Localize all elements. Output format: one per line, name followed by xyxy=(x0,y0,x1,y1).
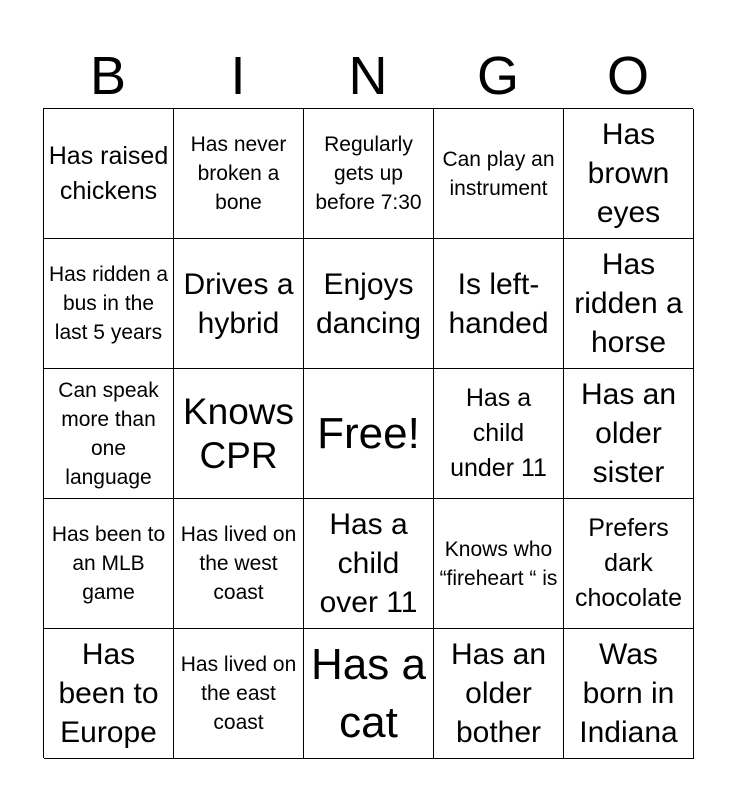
cell-text: Enjoys dancing xyxy=(315,267,422,340)
cell-text: Can play an instrument xyxy=(442,147,555,200)
cell-text: Was born in Indiana xyxy=(579,638,678,749)
bingo-cell[interactable] xyxy=(434,629,564,759)
cell-text: Can speak more than one language xyxy=(58,378,159,489)
cell-text: Prefers dark chocolate xyxy=(574,514,683,612)
cell-text: Has ridden a bus in the last 5 years xyxy=(48,263,169,344)
cell-text: Has never broken a bone xyxy=(190,133,287,214)
cell-text: Has an older bother xyxy=(450,638,547,749)
cell-text: Knows who “fireheart “ is xyxy=(439,537,558,590)
bingo-cell[interactable] xyxy=(304,629,434,759)
cell-text: Has ridden a horse xyxy=(574,248,683,359)
bingo-cell[interactable] xyxy=(564,109,694,239)
bingo-cell[interactable] xyxy=(304,499,434,629)
bingo-cell[interactable] xyxy=(44,629,174,759)
bingo-cell[interactable] xyxy=(44,369,174,499)
bingo-cell[interactable] xyxy=(434,239,564,369)
bingo-cell[interactable] xyxy=(434,109,564,239)
cell-text: Has lived on the west coast xyxy=(180,523,297,604)
bingo-cell[interactable] xyxy=(304,239,434,369)
header-letter-b: B xyxy=(89,46,127,106)
header-letter-g: G xyxy=(476,46,519,106)
bingo-cell[interactable] xyxy=(564,629,694,759)
cell-text: Regularly gets up before 7:30 xyxy=(315,133,422,214)
bingo-cell[interactable] xyxy=(174,499,304,629)
bingo-cell[interactable] xyxy=(434,369,564,499)
cell-text: Has an older sister xyxy=(580,378,677,489)
cell-text: Has been to Europe xyxy=(58,638,159,749)
bingo-cell[interactable] xyxy=(564,369,694,499)
bingo-header xyxy=(43,44,693,108)
header-letter-n: N xyxy=(348,46,388,106)
bingo-cell[interactable] xyxy=(44,499,174,629)
bingo-cell[interactable] xyxy=(304,109,434,239)
cell-text: Has been to an MLB game xyxy=(51,523,166,604)
cell-text: Drives a hybrid xyxy=(183,267,294,340)
bingo-cell[interactable] xyxy=(174,369,304,499)
cell-text: Is left-handed xyxy=(448,267,549,340)
free-space-cell[interactable] xyxy=(304,369,434,499)
free-space-label: Free! xyxy=(317,408,420,458)
bingo-cell[interactable] xyxy=(564,499,694,629)
cell-text: Knows CPR xyxy=(182,390,295,476)
bingo-cell[interactable] xyxy=(564,239,694,369)
bingo-cell[interactable] xyxy=(174,109,304,239)
cell-text: Has brown eyes xyxy=(587,118,670,229)
cell-text: Has lived on the east coast xyxy=(180,653,297,734)
cell-text: Has a cat xyxy=(311,639,426,747)
bingo-cell[interactable] xyxy=(44,239,174,369)
header-letter-i: I xyxy=(230,46,246,106)
cell-text: Has raised chickens xyxy=(48,141,169,205)
header-letter-o: O xyxy=(606,46,649,106)
bingo-cell[interactable] xyxy=(434,499,564,629)
bingo-cell[interactable] xyxy=(174,629,304,759)
bingo-board xyxy=(43,108,693,758)
cell-text: Has a child over 11 xyxy=(319,508,418,619)
cell-text: Has a child under 11 xyxy=(450,384,547,482)
bingo-cell[interactable] xyxy=(174,239,304,369)
bingo-cell[interactable] xyxy=(44,109,174,239)
